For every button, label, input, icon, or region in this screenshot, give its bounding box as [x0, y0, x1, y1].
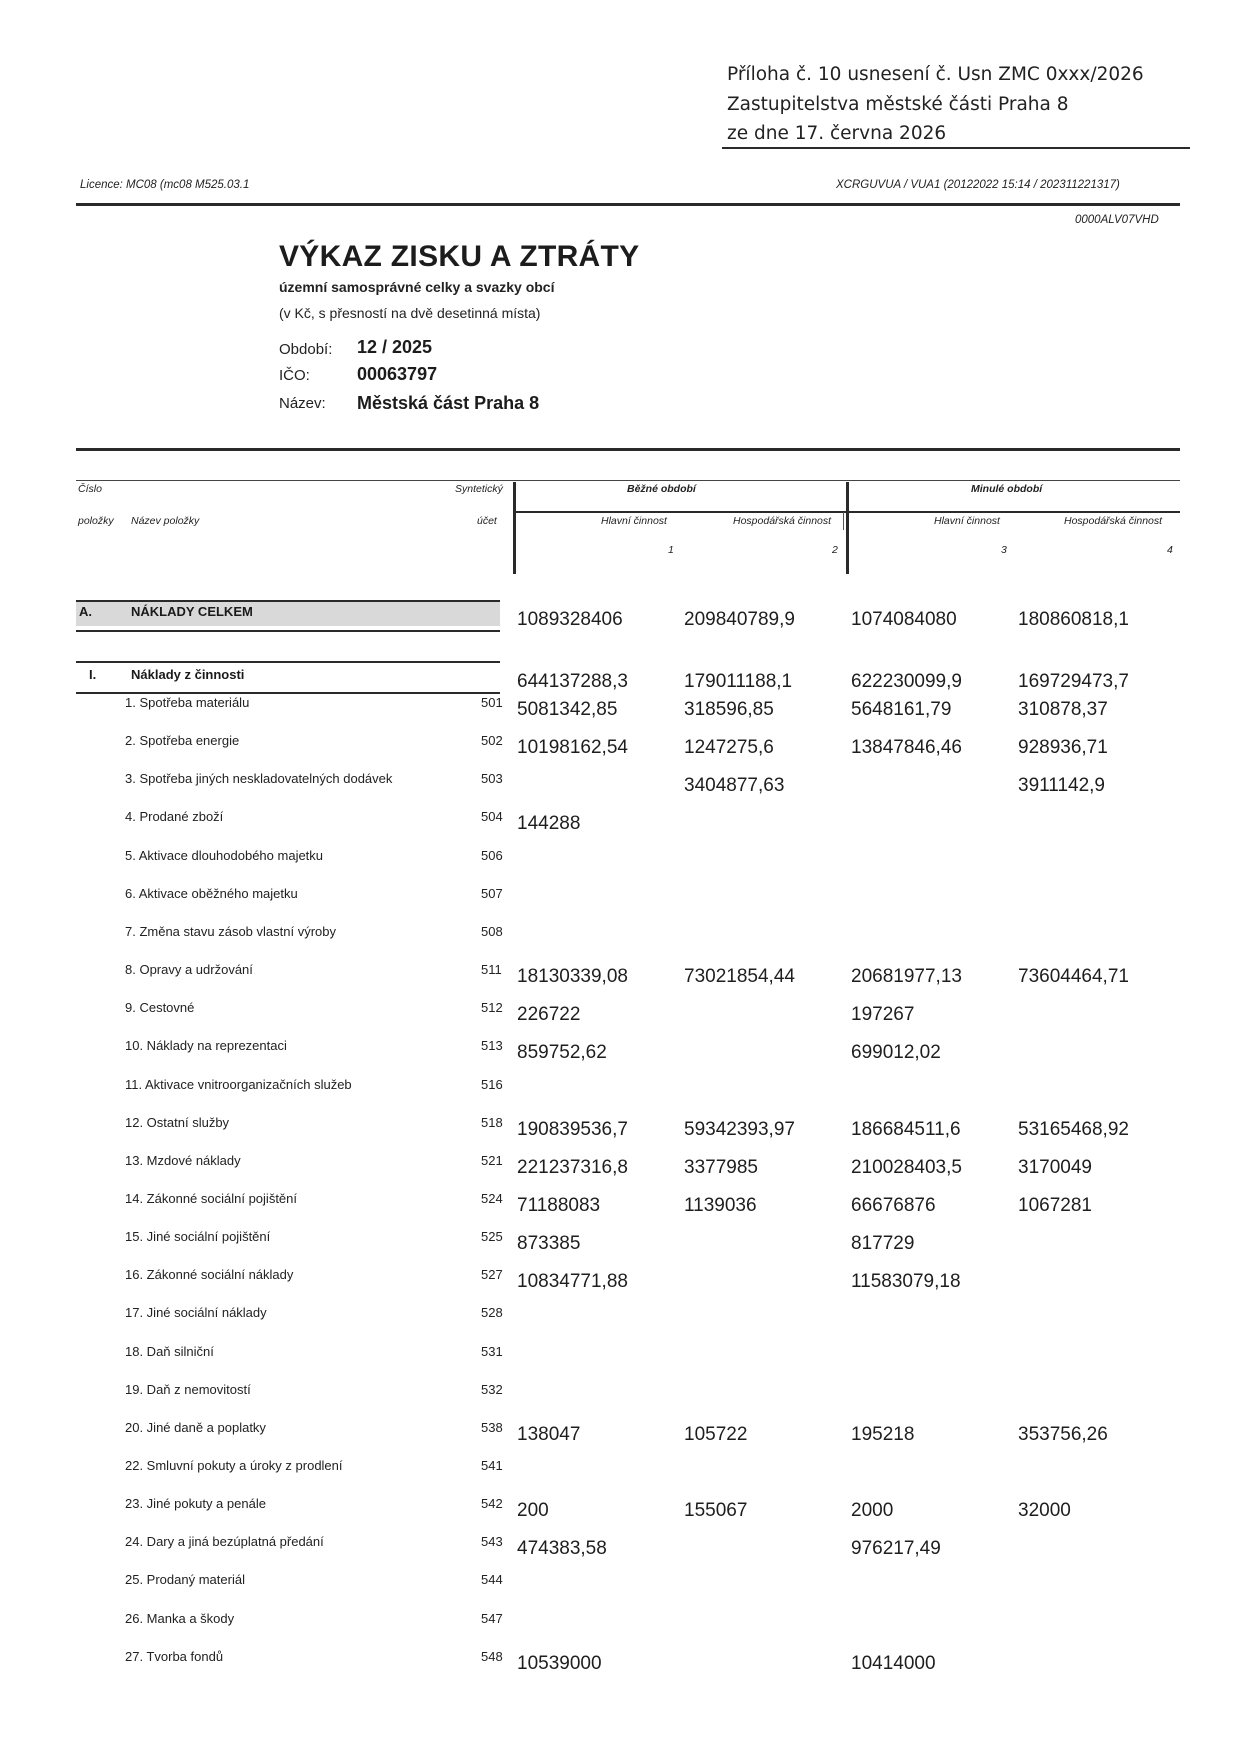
row-account: 544 [481, 1572, 503, 1587]
row-value-4: 3170049 [1018, 1157, 1092, 1178]
section-a-bottom-line [76, 630, 500, 632]
subheader-line [516, 511, 1180, 513]
col-header-hospodarska-2: Hospodářská činnost [733, 515, 832, 527]
section-a-value-4: 180860818,1 [1018, 609, 1129, 630]
row-value-3: 5648161,79 [851, 699, 952, 720]
row-value-2: 3404877,63 [684, 775, 785, 796]
section-a-code: A. [79, 604, 92, 619]
row-account: 516 [481, 1077, 503, 1092]
row-value-1: 5081342,85 [517, 699, 618, 720]
col-num-4: 4 [1167, 544, 1173, 556]
section-a-top-line [76, 600, 500, 602]
row-value-4: 53165468,92 [1018, 1119, 1129, 1140]
row-value-1: 10834771,88 [517, 1271, 628, 1292]
row-account: 503 [481, 771, 503, 786]
row-name: 10. Náklady na reprezentaci [125, 1038, 287, 1053]
row-value-4: 3911142,9 [1018, 775, 1105, 796]
row-name: 1. Spotřeba materiálu [125, 695, 250, 710]
row-name: 24. Dary a jiná bezúplatná předání [125, 1534, 324, 1549]
row-name: 18. Daň silniční [125, 1344, 214, 1359]
row-value-4: 1067281 [1018, 1195, 1092, 1216]
row-account: 504 [481, 809, 503, 824]
col-header-hospodarska-4: Hospodářská činnost [1064, 515, 1163, 527]
section-i-top-line [76, 661, 500, 663]
row-name: 12. Ostatní služby [125, 1115, 230, 1130]
row-name: 27. Tvorba fondů [125, 1649, 224, 1664]
row-name: 23. Jiné pokuty a penále [125, 1496, 266, 1511]
row-account: 541 [481, 1458, 503, 1473]
row-name: 20. Jiné daně a poplatky [125, 1420, 266, 1435]
row-value-3: 10414000 [851, 1653, 936, 1674]
meta-value-name: Městská část Praha 8 [357, 393, 540, 413]
row-name: 17. Jiné sociální náklady [125, 1305, 267, 1320]
row-value-2: 73021854,44 [684, 966, 795, 987]
section-a-value-3: 1074084080 [851, 609, 957, 630]
row-value-3: 66676876 [851, 1195, 936, 1216]
units-note: (v Kč, s přesností na dvě desetinná místa) [279, 305, 541, 321]
section-a-value-2: 209840789,9 [684, 609, 795, 630]
meta-label-ico: IČO: [279, 367, 310, 384]
row-account: 507 [481, 886, 503, 901]
row-account: 542 [481, 1496, 503, 1511]
col-header-hlavni-3: Hlavní činnost [934, 515, 1000, 527]
row-account: 511 [481, 962, 502, 977]
row-value-1: 71188083 [517, 1195, 601, 1216]
doc-code: 0000ALV07VHD [1075, 214, 1159, 226]
row-value-1: 474383,58 [517, 1538, 607, 1559]
row-value-3: 210028403,5 [851, 1157, 962, 1178]
row-name: 25. Prodaný materiál [125, 1572, 245, 1587]
section-i-value-1: 644137288,3 [517, 671, 628, 692]
row-value-2: 155067 [684, 1500, 748, 1521]
section-i-value-3: 622230099,9 [851, 671, 962, 692]
col-num-1: 1 [668, 544, 674, 556]
report-title: VÝKAZ ZISKU A ZTRÁTY [279, 240, 640, 273]
col-header-cislo: Číslo [78, 483, 102, 495]
row-value-1: 18130339,08 [517, 966, 628, 987]
row-name: 13. Mzdové náklady [125, 1153, 241, 1168]
row-value-2: 1247275,6 [684, 737, 774, 758]
row-account: 538 [481, 1420, 503, 1435]
row-account: 525 [481, 1229, 503, 1244]
row-value-4: 73604464,71 [1018, 966, 1129, 987]
section-i-bottom-line [76, 692, 500, 694]
meta-label-period: Období: [279, 341, 333, 358]
row-value-3: 20681977,13 [851, 966, 962, 987]
row-account: 548 [481, 1649, 503, 1664]
meta-label-name: Název: [279, 395, 326, 412]
divider-account [513, 482, 516, 574]
row-account: 508 [481, 924, 503, 939]
row-name: 8. Opravy a udržování [125, 962, 253, 977]
col-header-bezne: Běžné období [627, 483, 696, 495]
row-value-1: 144288 [517, 813, 581, 834]
row-value-4: 928936,71 [1018, 737, 1108, 758]
col-header-nazev: Název položky [131, 515, 200, 527]
row-value-2: 1139036 [684, 1195, 757, 1216]
row-value-2: 318596,85 [684, 699, 774, 720]
row-account: 527 [481, 1267, 503, 1282]
row-name: 5. Aktivace dlouhodobého majetku [125, 848, 324, 863]
row-account: 502 [481, 733, 503, 748]
attachment-line-3: ze dne 17. června 2026 [727, 123, 947, 144]
row-account: 528 [481, 1305, 503, 1320]
col-header-hlavni-1: Hlavní činnost [601, 515, 667, 527]
section-i-value-2: 179011188,1 [684, 671, 793, 692]
top-rule [76, 203, 1180, 206]
row-account: 518 [481, 1115, 503, 1130]
row-value-1: 138047 [517, 1424, 581, 1445]
row-value-1: 190839536,7 [517, 1119, 628, 1140]
col-num-3: 3 [1001, 544, 1007, 556]
row-account: 513 [481, 1038, 503, 1053]
row-account: 532 [481, 1382, 503, 1397]
row-account: 501 [481, 695, 503, 710]
row-value-2: 3377985 [684, 1157, 758, 1178]
attachment-line-1: Příloha č. 10 usnesení č. Usn ZMC 0xxx/2026 [727, 64, 1144, 85]
col-num-2: 2 [832, 544, 838, 556]
meta-value-ico: 00063797 [357, 364, 438, 384]
col-header-ucet: účet [477, 515, 497, 527]
row-name: 7. Změna stavu zásob vlastní výroby [125, 924, 336, 939]
row-value-1: 10539000 [517, 1653, 602, 1674]
row-account: 512 [481, 1000, 503, 1015]
col-header-minule: Minulé období [971, 483, 1043, 495]
row-value-3: 2000 [851, 1500, 894, 1521]
row-name: 26. Manka a škody [125, 1611, 235, 1626]
license-text: Licence: MC08 (mc08 M525.03.1 [80, 179, 250, 191]
col-header-polozky: položky [78, 515, 114, 527]
row-name: 19. Daň z nemovitostí [125, 1382, 251, 1397]
row-value-1: 859752,62 [517, 1042, 607, 1063]
row-value-3: 11583079,18 [851, 1271, 961, 1292]
row-name: 11. Aktivace vnitroorganizačních služeb [125, 1077, 352, 1092]
meta-value-period: 12 / 2025 [357, 337, 433, 357]
row-name: 16. Zákonné sociální náklady [125, 1267, 294, 1282]
row-value-2: 105722 [684, 1424, 748, 1445]
attachment-line-2: Zastupitelstva městské části Praha 8 [727, 94, 1069, 115]
row-account: 521 [481, 1153, 503, 1168]
row-value-1: 226722 [517, 1004, 581, 1025]
row-name: 6. Aktivace oběžného majetku [125, 886, 298, 901]
row-value-3: 197267 [851, 1004, 915, 1025]
row-value-3: 13847846,46 [851, 737, 962, 758]
section-i-code: I. [89, 667, 97, 682]
section-a-name: NÁKLADY CELKEM [131, 604, 253, 619]
row-value-4: 32000 [1018, 1500, 1071, 1521]
row-account: 524 [481, 1191, 503, 1206]
section-a-value-1: 1089328406 [517, 609, 623, 630]
row-value-3: 195218 [851, 1424, 915, 1445]
col-header-synteticky: Syntetický [455, 483, 503, 495]
report-subtitle: územní samosprávné celky a svazky obcí [279, 279, 555, 295]
row-value-2: 59342393,97 [684, 1119, 795, 1140]
row-account: 547 [481, 1611, 503, 1626]
row-value-1: 200 [517, 1500, 549, 1521]
row-name: 14. Zákonné sociální pojištění [125, 1191, 297, 1206]
table-header-top-line [76, 480, 1180, 481]
row-name: 4. Prodané zboží [125, 809, 224, 824]
row-value-3: 976217,49 [851, 1538, 941, 1559]
header-rule [76, 448, 1180, 451]
row-name: 22. Smluvní pokuty a úroky z prodlení [125, 1458, 343, 1473]
row-account: 531 [481, 1344, 503, 1359]
row-account: 506 [481, 848, 503, 863]
row-name: 3. Spotřeba jiných neskladovatelných dodávek [125, 771, 393, 786]
row-name: 9. Cestovné [125, 1000, 195, 1015]
row-value-1: 873385 [517, 1233, 581, 1254]
divider-periods [846, 482, 849, 574]
row-account: 543 [481, 1534, 503, 1549]
row-value-3: 186684511,6 [851, 1119, 961, 1140]
divider-col2 [843, 512, 844, 530]
row-value-3: 699012,02 [851, 1042, 941, 1063]
attachment-underline [722, 147, 1190, 149]
row-value-4: 310878,37 [1018, 699, 1108, 720]
section-i-name: Náklady z činnosti [131, 667, 245, 682]
row-name: 2. Spotřeba energie [125, 733, 240, 748]
row-value-1: 10198162,54 [517, 737, 628, 758]
system-code: XCRGUVUA / VUA1 (20122022 15:14 / 202311221317) [836, 179, 1120, 191]
section-i-value-4: 169729473,7 [1018, 671, 1129, 692]
row-value-1: 221237316,8 [517, 1157, 628, 1178]
row-value-3: 817729 [851, 1233, 915, 1254]
row-name: 15. Jiné sociální pojištění [125, 1229, 271, 1244]
row-value-4: 353756,26 [1018, 1424, 1108, 1445]
